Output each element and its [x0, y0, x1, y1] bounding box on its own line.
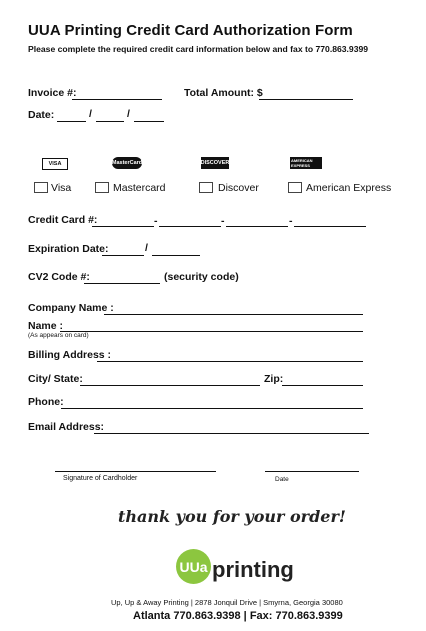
expiration-month-field[interactable]	[102, 255, 144, 256]
total-amount-field[interactable]	[259, 99, 353, 100]
company-name-label: Company Name :	[28, 302, 114, 314]
visa-checkbox[interactable]	[34, 182, 48, 193]
uua-logo-circle-icon: UUa	[176, 549, 211, 584]
zip-label: Zip:	[264, 373, 284, 385]
cv2-label: CV2 Code #:	[28, 271, 90, 283]
amex-logo-icon: AMERICAN EXPRESS	[290, 157, 322, 169]
mastercard-checkbox[interactable]	[95, 182, 109, 193]
signature-label: Signature of Cardholder	[63, 475, 138, 482]
logo-wordmark: printing	[212, 557, 294, 582]
card-number-dash: -	[221, 215, 225, 227]
company-name-field[interactable]	[104, 314, 363, 315]
name-field[interactable]	[60, 331, 363, 332]
card-number-dash: -	[289, 215, 293, 227]
city-state-label: City/ State:	[28, 373, 83, 385]
phone-label: Phone:	[28, 396, 64, 408]
card-number-group-4[interactable]	[294, 226, 366, 227]
thank-you-message: thank you for your order!	[118, 507, 346, 526]
signature-date-label: Date	[275, 476, 289, 483]
date-year-field[interactable]	[134, 121, 164, 122]
email-label: Email Address:	[28, 421, 105, 433]
amex-label: American Express	[306, 182, 392, 194]
expiration-label: Expiration Date:	[28, 243, 109, 255]
phone-field[interactable]	[61, 408, 363, 409]
cv2-field[interactable]	[84, 283, 160, 284]
card-number-dash: -	[154, 215, 158, 227]
signature-date-field[interactable]	[265, 471, 359, 472]
discover-checkbox[interactable]	[199, 182, 213, 193]
expiration-year-field[interactable]	[152, 255, 200, 256]
mastercard-logo-icon: MasterCard	[112, 157, 142, 169]
invoice-label: Invoice #:	[28, 87, 77, 99]
date-separator: /	[127, 108, 130, 120]
mastercard-label: Mastercard	[113, 182, 166, 194]
billing-address-label: Billing Address :	[28, 349, 112, 361]
visa-logo-icon: VISA	[42, 158, 68, 170]
footer-phone-fax: Atlanta 770.863.9398 | Fax: 770.863.9399	[133, 610, 343, 622]
card-number-group-1[interactable]	[92, 226, 154, 227]
form-title: UUA Printing Credit Card Authorization Form	[28, 22, 353, 39]
visa-label: Visa	[51, 182, 72, 194]
signature-field[interactable]	[55, 471, 216, 472]
date-separator: /	[89, 108, 92, 120]
name-label: Name :	[28, 320, 64, 332]
email-field[interactable]	[94, 433, 369, 434]
date-label: Date:	[28, 109, 55, 121]
card-number-group-3[interactable]	[226, 226, 288, 227]
billing-address-field[interactable]	[97, 361, 363, 362]
total-amount-label: Total Amount: $	[184, 87, 263, 99]
discover-label: Discover	[218, 182, 259, 194]
card-number-group-2[interactable]	[159, 226, 221, 227]
name-note: (As appears on card)	[28, 332, 89, 339]
discover-logo-icon: DISCOVER	[201, 157, 229, 169]
date-month-field[interactable]	[57, 121, 86, 122]
credit-card-label: Credit Card #:	[28, 214, 98, 226]
cv2-note: (security code)	[164, 271, 239, 283]
zip-field[interactable]	[282, 385, 363, 386]
form-instructions: Please complete the required credit card information below and fax to 770.863.9399	[28, 44, 369, 54]
footer-address: Up, Up & Away Printing | 2878 Jonquil Drive | Smyrna, Georgia 30080	[111, 598, 343, 607]
city-state-field[interactable]	[80, 385, 260, 386]
invoice-field[interactable]	[72, 99, 162, 100]
amex-checkbox[interactable]	[288, 182, 302, 193]
date-day-field[interactable]	[96, 121, 124, 122]
expiration-separator: /	[145, 242, 148, 254]
